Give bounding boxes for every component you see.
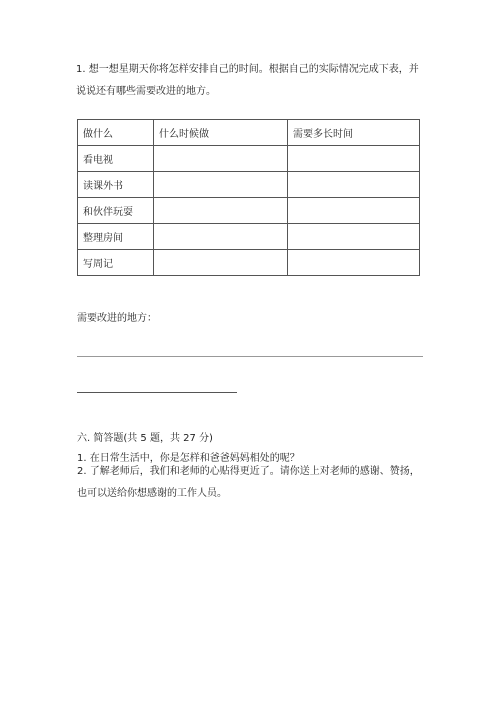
- question-item: 也可以送给你想感谢的工作人员。: [77, 488, 227, 499]
- question-item: 2. 了解老师后，我们和老师的心贴得更近了。请你送上对老师的感谢、赞扬，: [77, 466, 420, 477]
- row-when-cell[interactable]: [154, 250, 288, 276]
- section-title: 六. 简答题(共 5 题，共 27 分): [77, 433, 213, 444]
- row-duration-cell[interactable]: [288, 224, 420, 250]
- header-what: 做什么: [78, 120, 154, 146]
- table-row: [78, 146, 420, 172]
- row-duration-cell[interactable]: [288, 250, 420, 276]
- row-activity: 看电视: [78, 146, 154, 172]
- improve-label: 需要改进的地方：: [77, 313, 157, 324]
- row-activity: 读课外书: [78, 172, 154, 198]
- question-list: [77, 452, 427, 505]
- row-activity: 和伙伴玩耍: [78, 198, 154, 224]
- row-activity: 写周记: [78, 250, 154, 276]
- row-when-cell[interactable]: [154, 224, 288, 250]
- row-duration-cell[interactable]: [288, 198, 420, 224]
- row-duration-cell[interactable]: [288, 172, 420, 198]
- table-row: [78, 224, 420, 250]
- answer-line[interactable]: [77, 356, 423, 357]
- table-row: [78, 198, 420, 224]
- answer-line-short[interactable]: [77, 392, 237, 393]
- table-header-row: [78, 120, 420, 146]
- schedule-table: [77, 119, 420, 276]
- row-when-cell[interactable]: [154, 198, 288, 224]
- header-duration: 需要多长时间: [288, 120, 420, 146]
- row-when-cell[interactable]: [154, 146, 288, 172]
- table-row: [78, 250, 420, 276]
- question-1-line-1: 1. 想一想星期天你将怎样安排自己的时间。根据自己的实际情况完成下表，并: [76, 64, 419, 75]
- row-when-cell[interactable]: [154, 172, 288, 198]
- question-1-line-2: 说说还有哪些需要改进的地方。: [76, 86, 216, 97]
- row-duration-cell[interactable]: [288, 146, 420, 172]
- header-when: 什么时候做: [154, 120, 288, 146]
- row-activity: 整理房间: [78, 224, 154, 250]
- table-row: [78, 172, 420, 198]
- question-1: [76, 59, 432, 103]
- question-item: 1. 在日常生活中，你是怎样和爸爸妈妈相处的呢？: [77, 453, 300, 464]
